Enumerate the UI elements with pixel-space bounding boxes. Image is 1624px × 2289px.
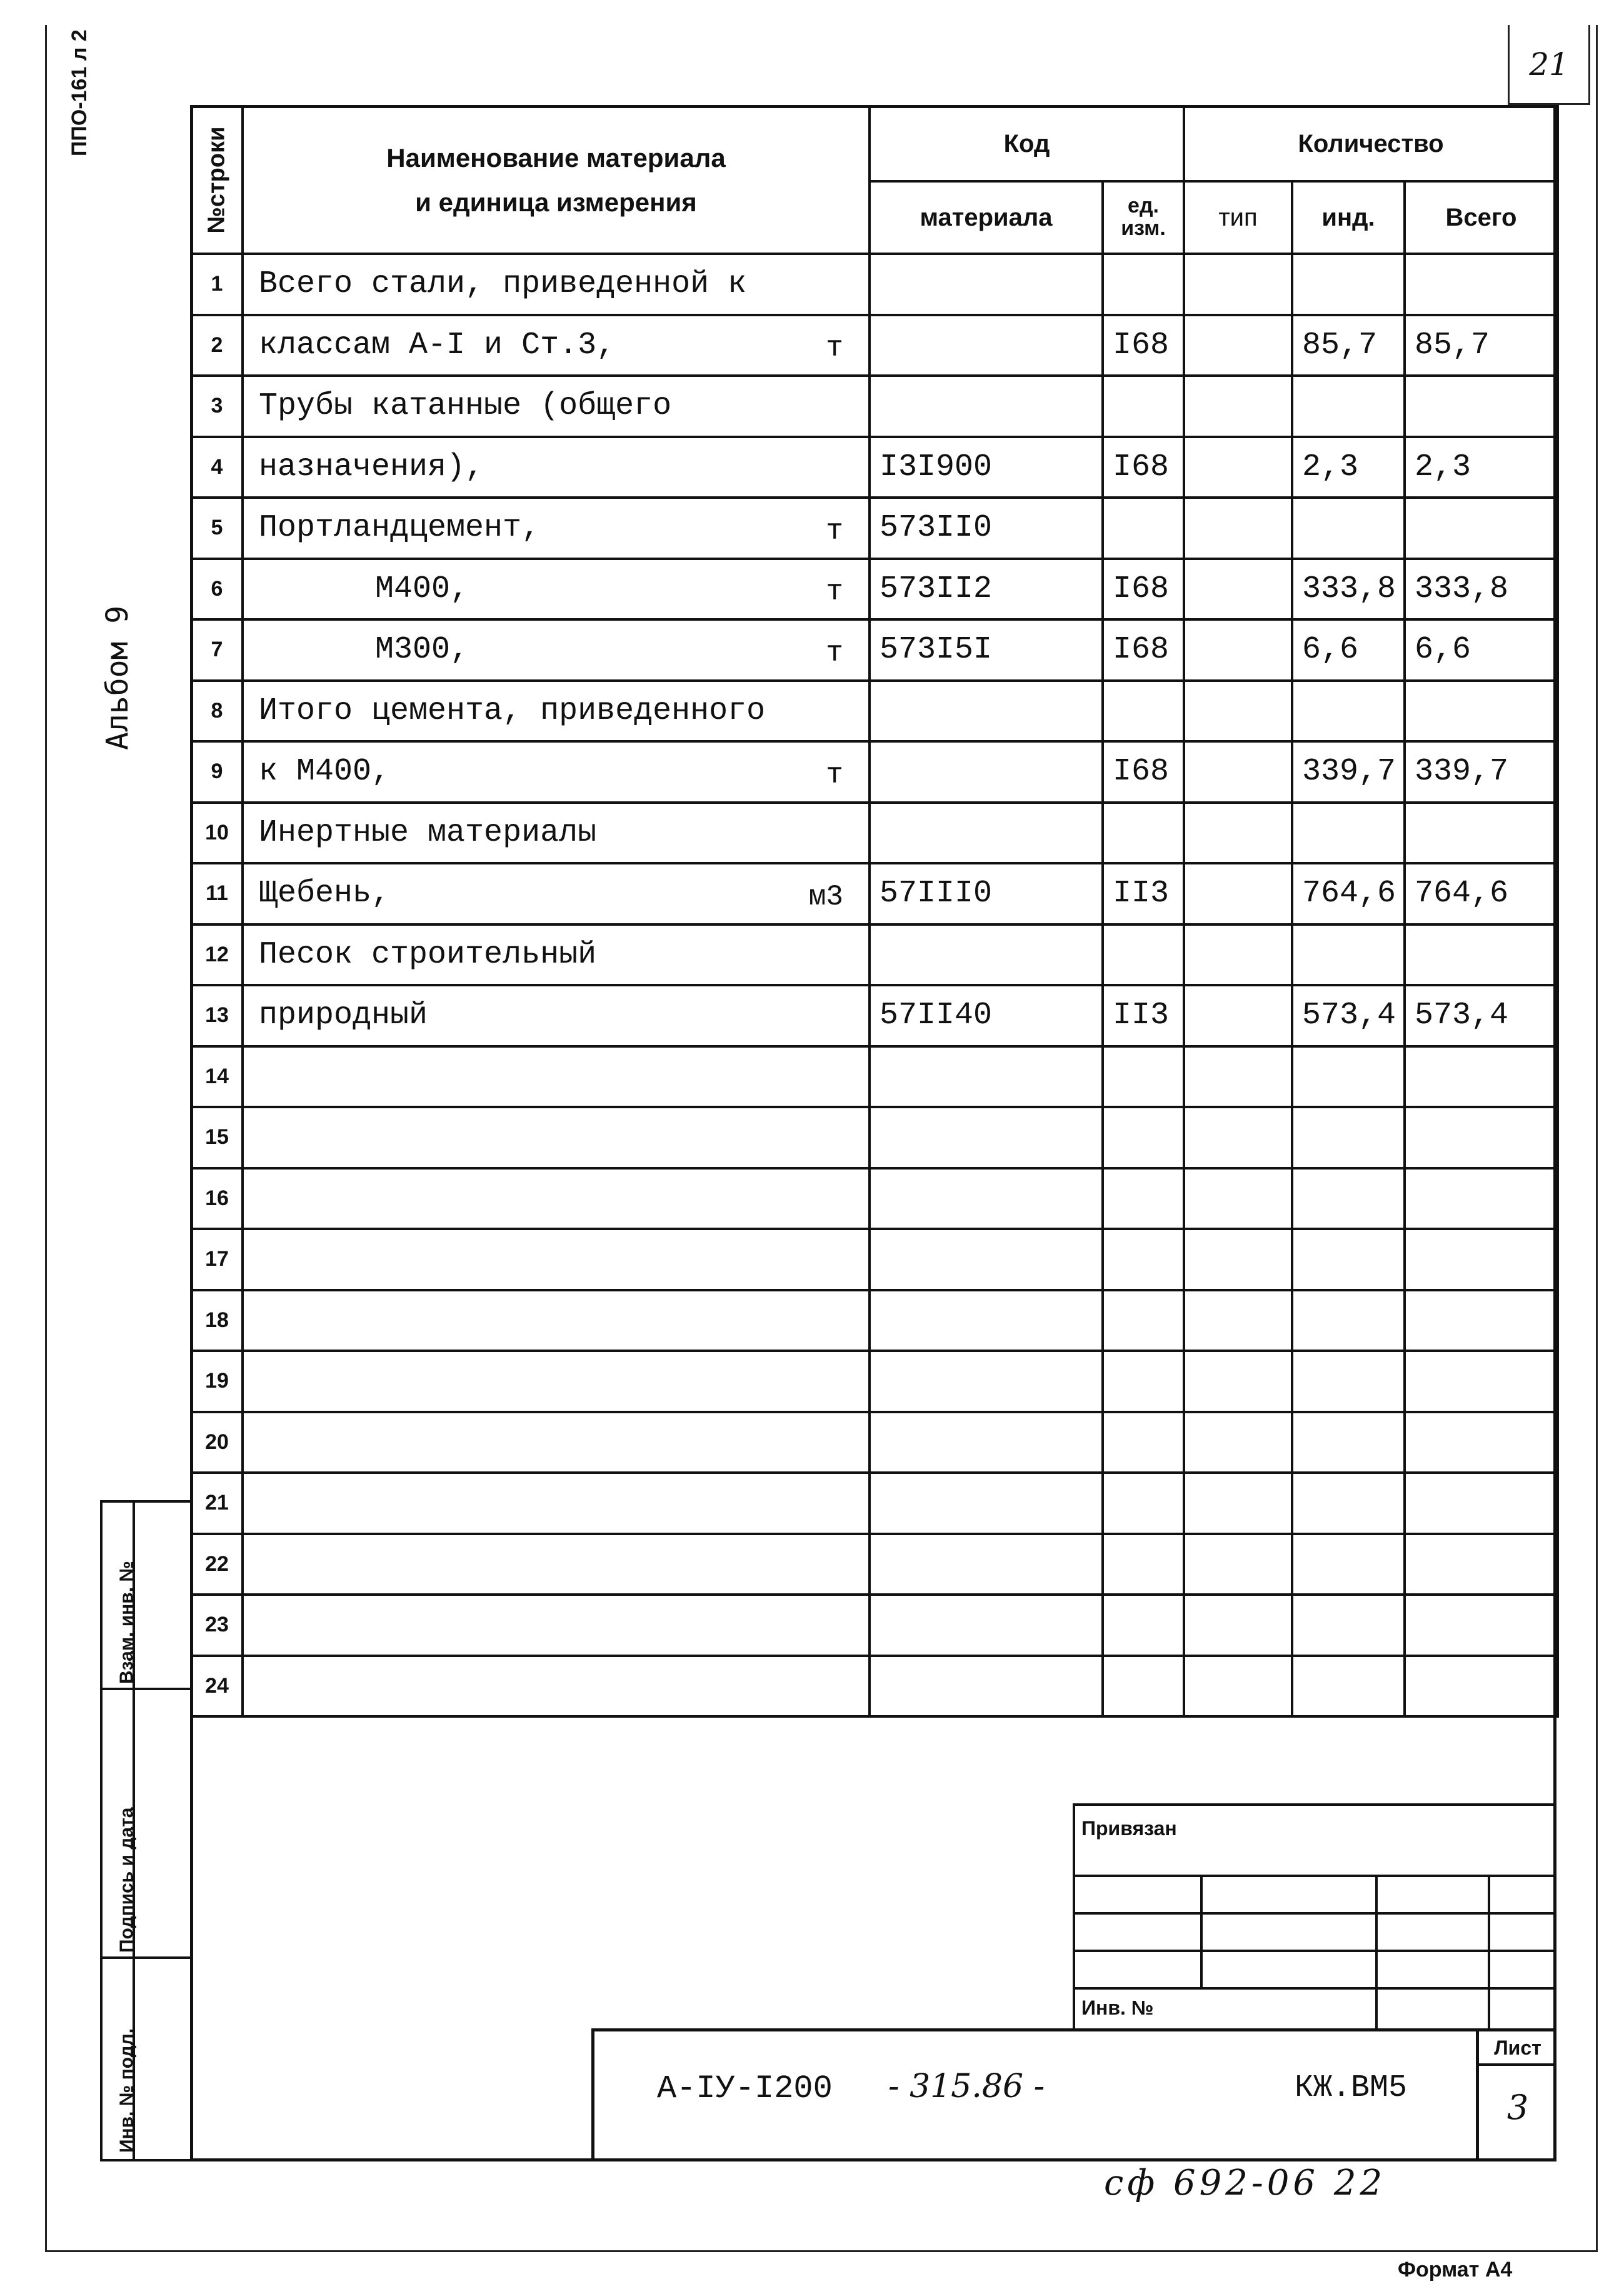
stamp-replace-inv: Взам. инв. № [103,1503,193,1690]
qty-total [1405,254,1558,315]
qty-type [1184,437,1292,498]
material-name-cell [243,741,870,803]
page-number-box [1508,25,1590,105]
table-row [191,681,1558,742]
document-mark: КЖ.ВМ5 [1295,2070,1408,2106]
qty-ind [1292,1046,1405,1108]
qty-ind: 764,6 [1292,863,1405,924]
material-code: I3I900 [870,437,1103,498]
row-number: 16 [191,1168,243,1230]
row-number: 7 [191,619,243,681]
qty-type [1184,741,1292,803]
table-row [191,559,1558,620]
material-name: Инертные материалы [259,814,597,851]
row-number: 9 [191,741,243,803]
qty-total: 2,3 [1405,437,1558,498]
qty-total [1405,1168,1558,1230]
row-number: 20 [191,1412,243,1473]
qty-ind [1292,924,1405,986]
row-number: 18 [191,1290,243,1351]
table-row [191,1290,1558,1351]
qty-ind [1292,803,1405,864]
table-row [191,1046,1558,1108]
qty-ind [1292,1656,1405,1717]
material-name-cell [243,1351,870,1412]
material-unit: м3 [808,880,843,913]
qty-type [1184,254,1292,315]
unit-code: I68 [1103,619,1184,681]
unit-code: I68 [1103,437,1184,498]
unit-code [1103,1473,1184,1534]
material-name-cell [243,863,870,924]
material-code [870,1534,1103,1595]
unit-code: I68 [1103,315,1184,376]
material-code [870,741,1103,803]
table-row [191,376,1558,437]
header-row-number: №строки [191,106,243,254]
qty-ind [1292,1107,1405,1168]
unit-code [1103,254,1184,315]
unit-code [1103,1107,1184,1168]
material-name: классам А-I и Ст.3, [259,327,616,363]
header-code: Код [870,106,1184,181]
stamp-signature-date: Подпись и дата [103,1690,193,1959]
row-number: 2 [191,315,243,376]
qty-total: 573,4 [1405,985,1558,1046]
header-code-material: материала [870,181,1103,254]
row-number: 15 [191,1107,243,1168]
qty-ind [1292,1595,1405,1656]
qty-type [1184,1656,1292,1717]
material-name-cell [243,985,870,1046]
unit-code [1103,803,1184,864]
title-block [591,2028,1556,2161]
material-name: Всего стали, приведенной к [259,266,747,303]
table-row [191,1351,1558,1412]
material-name-cell [243,1290,870,1351]
material-code: 57III0 [870,863,1103,924]
qty-type [1184,1290,1292,1351]
unit-code [1103,376,1184,437]
inv-no-label: Инв. № [1081,1996,1154,2019]
material-name-cell [243,1595,870,1656]
material-code [870,1473,1103,1534]
qty-total: 339,7 [1405,741,1558,803]
material-code: 57II40 [870,985,1103,1046]
qty-ind: 339,7 [1292,741,1405,803]
qty-ind: 85,7 [1292,315,1405,376]
qty-ind [1292,1473,1405,1534]
sheet-box [1476,2031,1556,2161]
row-number: 19 [191,1351,243,1412]
material-name-cell [243,254,870,315]
table-row [191,254,1558,315]
qty-ind [1292,681,1405,742]
table-row [191,1229,1558,1290]
row-number: 3 [191,376,243,437]
unit-code: I68 [1103,741,1184,803]
row-number: 23 [191,1595,243,1656]
qty-type [1184,376,1292,437]
material-unit: т [826,576,843,609]
qty-total: 6,6 [1405,619,1558,681]
table-row [191,1656,1558,1717]
header-code-unit: ед. изм. [1103,181,1184,254]
qty-total [1405,1107,1558,1168]
qty-type [1184,985,1292,1046]
qty-ind [1292,376,1405,437]
material-name: назначения), [259,449,484,485]
header-qty-type: тип [1184,181,1292,254]
header-qty-ind: инд. [1292,181,1405,254]
table-row [191,619,1558,681]
material-name-cell [243,619,870,681]
header-quantity: Количество [1184,106,1558,181]
material-code [870,1595,1103,1656]
qty-type [1184,315,1292,376]
material-name: Песок строительный [259,936,597,973]
table-row [191,1595,1558,1656]
unit-code [1103,1595,1184,1656]
album-label: Альбом 9 [100,605,135,750]
unit-code [1103,1351,1184,1412]
row-number: 11 [191,863,243,924]
material-name: М400, [375,571,469,607]
attachment-block [1073,1803,1556,2028]
qty-total [1405,924,1558,986]
material-code [870,1290,1103,1351]
material-name-cell [243,1168,870,1230]
qty-type [1184,1046,1292,1108]
qty-total [1405,1046,1558,1108]
material-name: к М400, [259,754,391,790]
qty-ind: 573,4 [1292,985,1405,1046]
qty-type [1184,559,1292,620]
qty-type [1184,803,1292,864]
attached-label: Привязан [1081,1817,1177,1840]
row-number: 24 [191,1656,243,1717]
qty-total [1405,1595,1558,1656]
qty-type [1184,681,1292,742]
side-document-code: ППО-161 л 2 [68,29,91,156]
material-code: 573I5I [870,619,1103,681]
qty-total [1405,1534,1558,1595]
qty-total [1405,1473,1558,1534]
row-number: 5 [191,498,243,559]
qty-type [1184,498,1292,559]
qty-type [1184,1534,1292,1595]
qty-type [1184,1473,1292,1534]
material-name-cell [243,559,870,620]
document-code: А-IУ-I200 [657,2070,833,2107]
table-row [191,498,1558,559]
qty-total [1405,1229,1558,1290]
qty-ind [1292,1168,1405,1230]
row-number: 22 [191,1534,243,1595]
material-name-cell [243,376,870,437]
table-row [191,803,1558,864]
qty-ind [1292,254,1405,315]
material-name-cell [243,1534,870,1595]
material-name: природный [259,998,428,1034]
unit-code: I68 [1103,559,1184,620]
row-number: 8 [191,681,243,742]
qty-total [1405,1412,1558,1473]
material-unit: т [826,758,843,791]
page-number: 21 [1529,46,1569,83]
qty-type [1184,924,1292,986]
material-name-cell [243,1229,870,1290]
material-code [870,1046,1103,1108]
qty-type [1184,1168,1292,1230]
row-number: 13 [191,985,243,1046]
row-number: 17 [191,1229,243,1290]
qty-type [1184,619,1292,681]
qty-total [1405,681,1558,742]
material-name-cell [243,1473,870,1534]
qty-total [1405,803,1558,864]
qty-total: 333,8 [1405,559,1558,620]
material-code: 573II2 [870,559,1103,620]
qty-total [1405,376,1558,437]
material-unit: т [826,636,843,669]
qty-total [1405,1351,1558,1412]
material-code [870,254,1103,315]
material-code [870,1107,1103,1168]
table-row [191,863,1558,924]
material-name-cell [243,1412,870,1473]
table-row [191,437,1558,498]
qty-type [1184,1351,1292,1412]
qty-ind: 2,3 [1292,437,1405,498]
material-name-cell [243,924,870,986]
table-row [191,1473,1558,1534]
stamp-inv-original: Инв. № подл. [116,2028,137,2153]
unit-code [1103,1656,1184,1717]
materials-table [190,105,1559,1718]
material-name-cell [243,1046,870,1108]
qty-ind [1292,498,1405,559]
header-name: Наименование материала и единица измерения [243,106,870,254]
material-name-cell [243,1107,870,1168]
row-number: 10 [191,803,243,864]
handwritten-note: сф 692-06 22 [1104,2163,1386,2203]
qty-type [1184,863,1292,924]
material-name-cell [243,681,870,742]
qty-ind [1292,1351,1405,1412]
unit-code [1103,681,1184,742]
material-name-cell [243,437,870,498]
unit-code [1103,924,1184,986]
material-code [870,1351,1103,1412]
qty-total [1405,1290,1558,1351]
material-code [870,1656,1103,1717]
qty-total [1405,498,1558,559]
row-number: 4 [191,437,243,498]
material-code [870,803,1103,864]
table-row [191,741,1558,803]
qty-type [1184,1107,1292,1168]
sheet-value: 3 [1506,2088,1529,2127]
table-row [191,924,1558,986]
material-code [870,1229,1103,1290]
material-name: Щебень, [259,876,391,912]
qty-ind: 6,6 [1292,619,1405,681]
material-code: 573II0 [870,498,1103,559]
side-stamp [100,1500,190,2161]
material-name-cell [243,1656,870,1717]
qty-type [1184,1412,1292,1473]
material-code [870,376,1103,437]
row-number: 1 [191,254,243,315]
qty-total [1405,1656,1558,1717]
qty-ind: 333,8 [1292,559,1405,620]
qty-ind [1292,1290,1405,1351]
row-number: 12 [191,924,243,986]
unit-code: II3 [1103,863,1184,924]
material-name: Портландцемент, [259,510,541,546]
qty-type [1184,1229,1292,1290]
unit-code: II3 [1103,985,1184,1046]
qty-type [1184,1595,1292,1656]
material-code [870,1412,1103,1473]
unit-code [1103,1412,1184,1473]
table-row [191,315,1558,376]
table-row [191,985,1558,1046]
unit-code [1103,1168,1184,1230]
unit-code [1103,1290,1184,1351]
material-name-cell [243,315,870,376]
sheet-label: Лист [1479,2036,1556,2066]
material-unit: т [826,332,843,365]
unit-code [1103,1046,1184,1108]
table-row [191,1534,1558,1595]
row-number: 14 [191,1046,243,1108]
qty-ind [1292,1534,1405,1595]
material-name: Итого цемента, приведенного [259,693,766,729]
unit-code [1103,498,1184,559]
table-row [191,1107,1558,1168]
row-number: 6 [191,559,243,620]
material-code [870,681,1103,742]
unit-code [1103,1229,1184,1290]
material-name: Трубы катанные (общего [259,388,672,424]
material-code [870,1168,1103,1230]
qty-ind [1292,1229,1405,1290]
material-name: М300, [375,632,469,668]
qty-total: 764,6 [1405,863,1558,924]
material-code [870,315,1103,376]
material-unit: т [826,514,843,548]
document-number: - 315.86 - [888,2068,1045,2105]
header-qty-total: Всего [1405,181,1558,254]
row-number: 21 [191,1473,243,1534]
unit-code [1103,1534,1184,1595]
table-row [191,1168,1558,1230]
table-row [191,1412,1558,1473]
material-name-cell [243,498,870,559]
qty-ind [1292,1412,1405,1473]
material-name-cell [243,803,870,864]
qty-total: 85,7 [1405,315,1558,376]
material-code [870,924,1103,986]
format-label: Формат А4 [1398,2258,1513,2281]
